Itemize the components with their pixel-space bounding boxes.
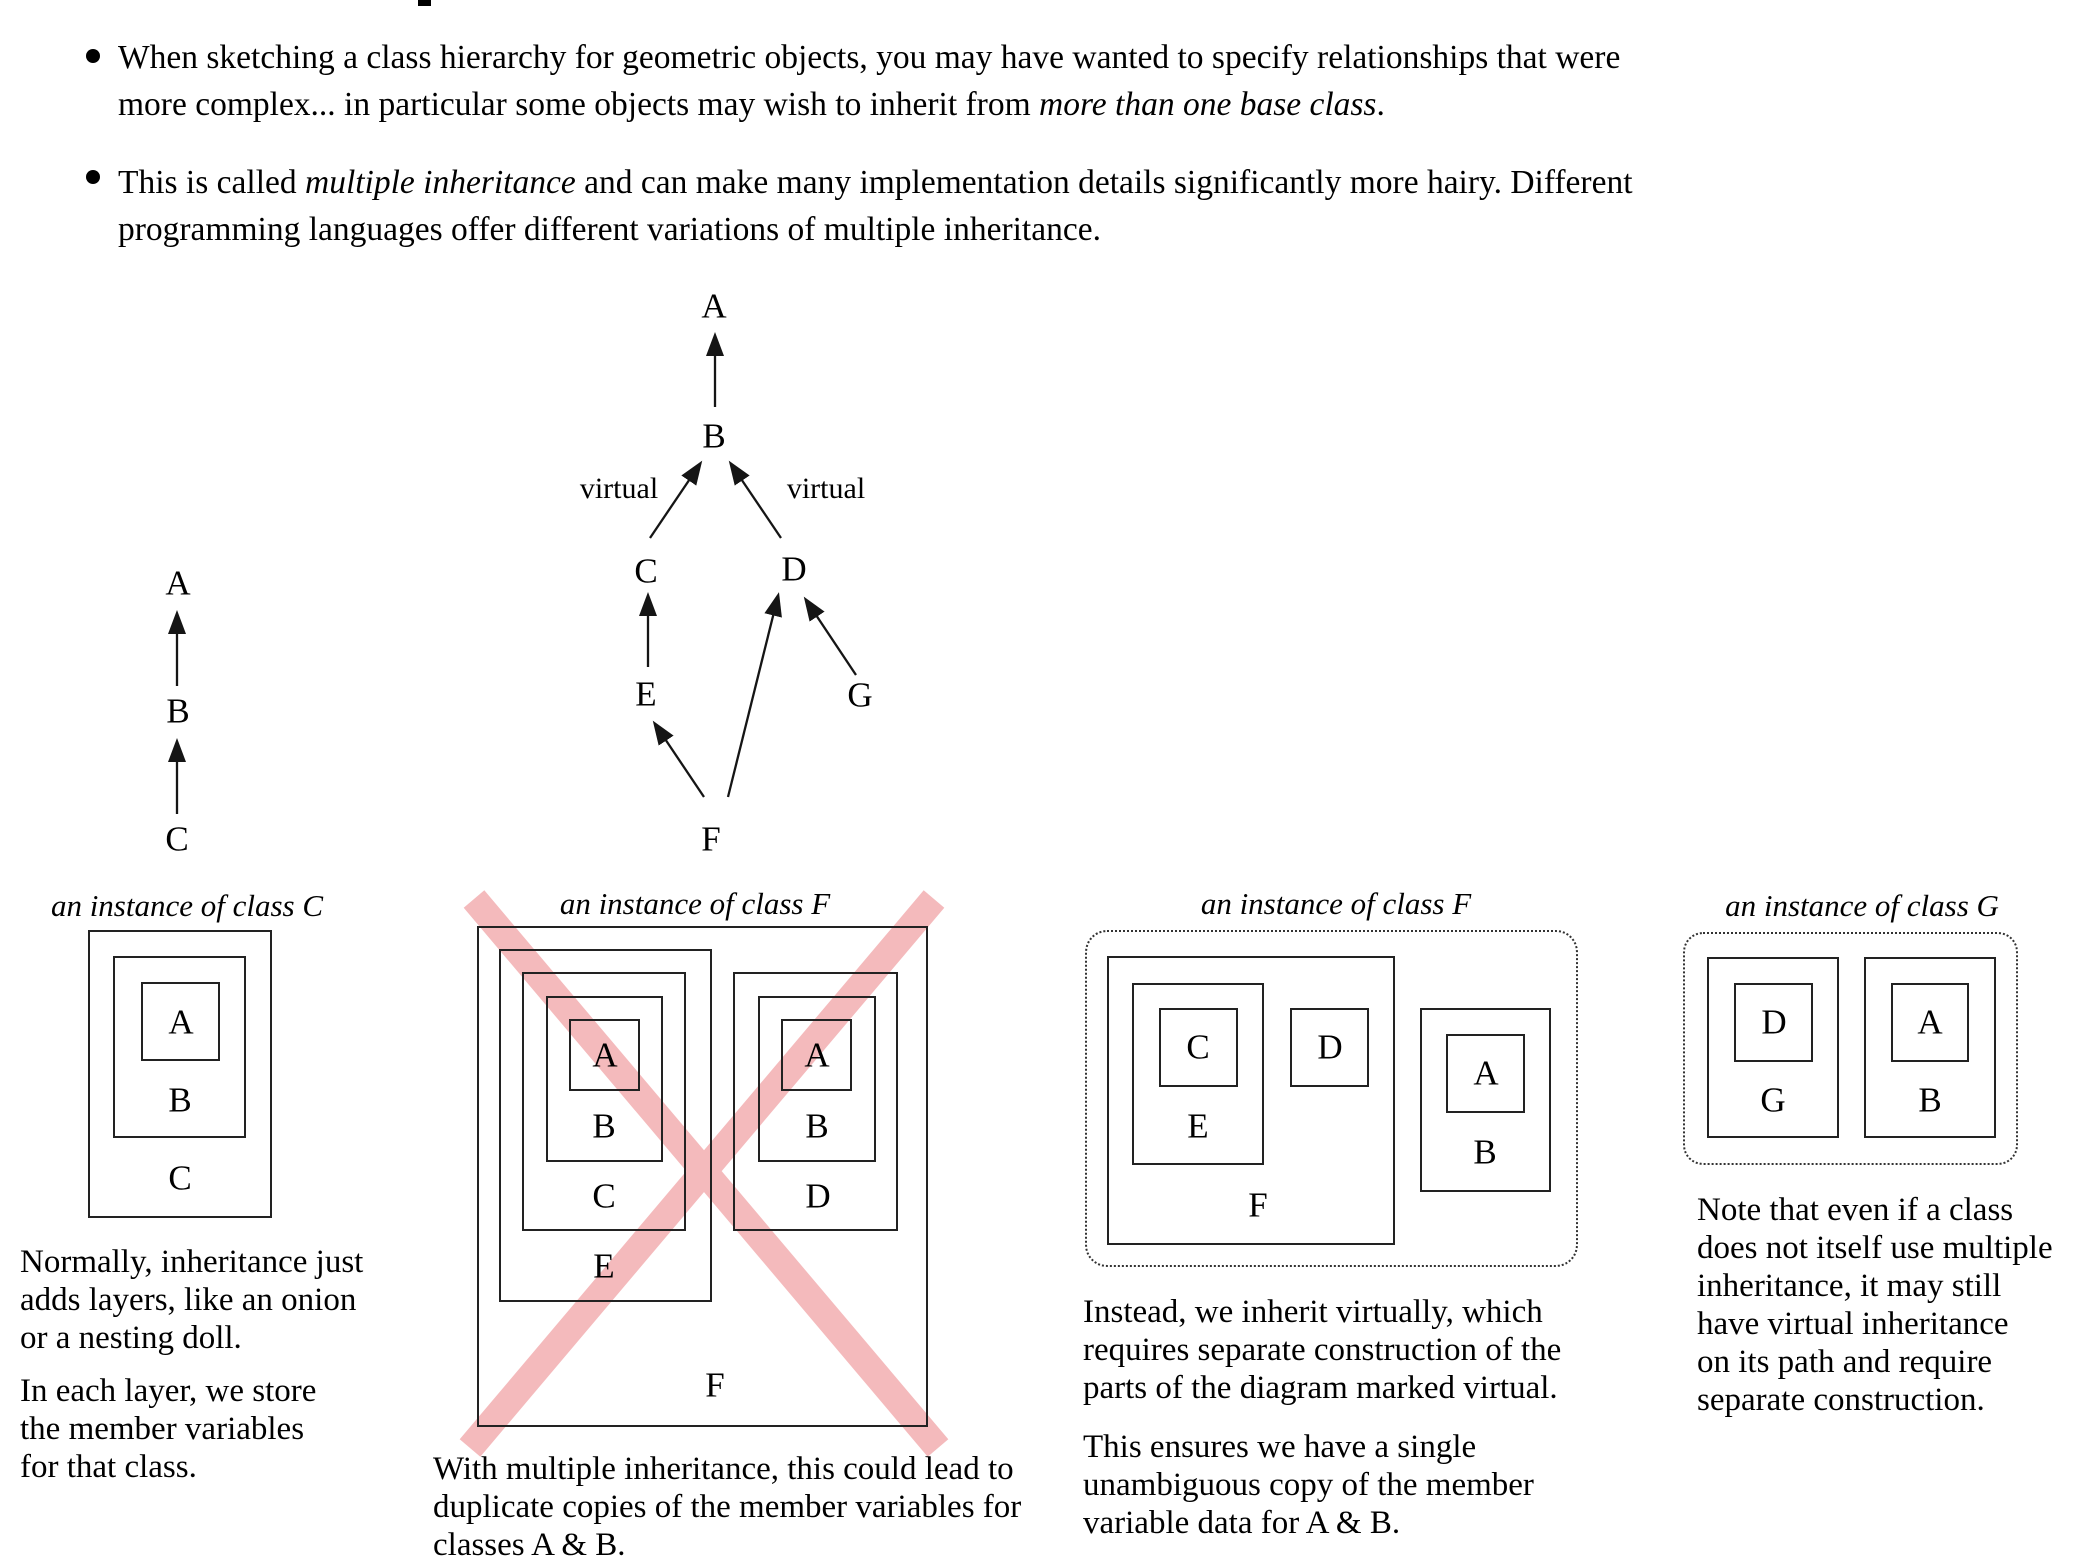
inheritance-arrows xyxy=(177,336,856,814)
instance-f-multi-title: an instance of class F xyxy=(559,886,831,921)
bullet-item-1 xyxy=(118,34,2093,128)
bullet2-line1-pre: This is called xyxy=(118,164,305,201)
arrow-d-to-b-virtual xyxy=(731,464,781,538)
instance-c-label-c: C xyxy=(168,1158,192,1198)
bullet-dot-1 xyxy=(86,49,100,63)
bullet2-line1-italic: multiple inheritance xyxy=(305,164,576,201)
instance-fm-label-e: E xyxy=(593,1246,615,1286)
instance-fm-label-b-left: B xyxy=(592,1106,616,1146)
arrow-f-to-e xyxy=(655,724,704,797)
bullet-dot-2 xyxy=(86,170,100,184)
hier-node-a: A xyxy=(701,286,727,326)
instance-c-title: an instance of class C xyxy=(50,888,324,923)
instance-fv-label-a: A xyxy=(1473,1053,1499,1093)
clipped-title-fragment xyxy=(418,0,431,6)
instance-fv-label-f: F xyxy=(1248,1185,1268,1225)
hier-node-c: C xyxy=(634,551,658,591)
instance-fv-label-b: B xyxy=(1473,1132,1497,1172)
instance-c-label-a: A xyxy=(168,1002,194,1042)
bullet1-line2-pre: more complex... in particular some objects may wish to inherit from xyxy=(118,86,1040,123)
bullet1-line2-italic: more than one base class xyxy=(1039,86,1377,123)
instance-fv-title: an instance of class F xyxy=(1200,886,1472,921)
hier-node-b: B xyxy=(702,416,726,456)
instance-fm-label-b-right: B xyxy=(805,1106,829,1146)
instance-g-title: an instance of class G xyxy=(1725,888,1999,923)
bullet2-line2: programming languages offer different variations of multiple inheritance. xyxy=(118,211,1101,248)
chain-node-c: C xyxy=(165,819,189,859)
instance-fv-caption-2: This ensures we have a single unambiguous copy of the member variable data for A & B. xyxy=(1083,1429,1534,1541)
instance-g-label-b: B xyxy=(1918,1080,1942,1120)
instance-fm-label-a-left: A xyxy=(592,1035,618,1075)
instance-c-caption-2: In each layer, we store the member variables for that class. xyxy=(20,1373,317,1485)
instance-g-label-a: A xyxy=(1917,1002,1943,1042)
instance-g-caption: Note that even if a class does not itself use multiple inheritance, it may still have virtual inheritance on its path and require separate construction. xyxy=(1697,1192,2053,1418)
instance-fm-label-c: C xyxy=(592,1176,616,1216)
instance-fv-label-d: D xyxy=(1317,1027,1343,1067)
virtual-label-left: virtual xyxy=(579,472,659,505)
instance-fv-label-e: E xyxy=(1187,1106,1209,1146)
hier-node-f: F xyxy=(701,819,721,859)
instance-fm-label-d: D xyxy=(805,1176,831,1216)
instance-fm-label-a-right: A xyxy=(804,1035,830,1075)
instance-c-caption-1: Normally, inheritance just adds layers, like an onion or a nesting doll. xyxy=(20,1244,364,1356)
bullet1-line1: When sketching a class hierarchy for geometric objects, you may have wanted to specify relationships that were xyxy=(118,39,1621,76)
instance-fv-label-c: C xyxy=(1186,1027,1210,1067)
instance-fm-caption: With multiple inheritance, this could lead to duplicate copies of the member variables for classes A & B. xyxy=(433,1451,1022,1562)
hier-node-e: E xyxy=(635,674,657,714)
chain-node-b: B xyxy=(166,691,190,731)
bullet2-line1-post: and can make many implementation details significantly more hairy. Different xyxy=(575,164,1633,201)
bullet1-line2-post: . xyxy=(1376,86,1385,123)
instance-c-label-b: B xyxy=(168,1080,192,1120)
chain-node-a: A xyxy=(165,563,191,603)
instance-g-label-d: D xyxy=(1761,1002,1787,1042)
virtual-label-right: virtual xyxy=(786,472,866,505)
instance-fv-caption-1: Instead, we inherit virtually, which requires separate construction of the parts of the diagram marked virtual. xyxy=(1083,1294,1562,1406)
hier-node-g: G xyxy=(847,675,873,715)
instance-g-label-g: G xyxy=(1760,1080,1786,1120)
hier-node-d: D xyxy=(781,549,807,589)
bullet-item-2 xyxy=(118,159,2093,253)
instance-fm-label-f: F xyxy=(705,1365,725,1405)
arrow-g-to-d xyxy=(806,600,856,675)
arrow-f-to-d xyxy=(728,596,778,797)
